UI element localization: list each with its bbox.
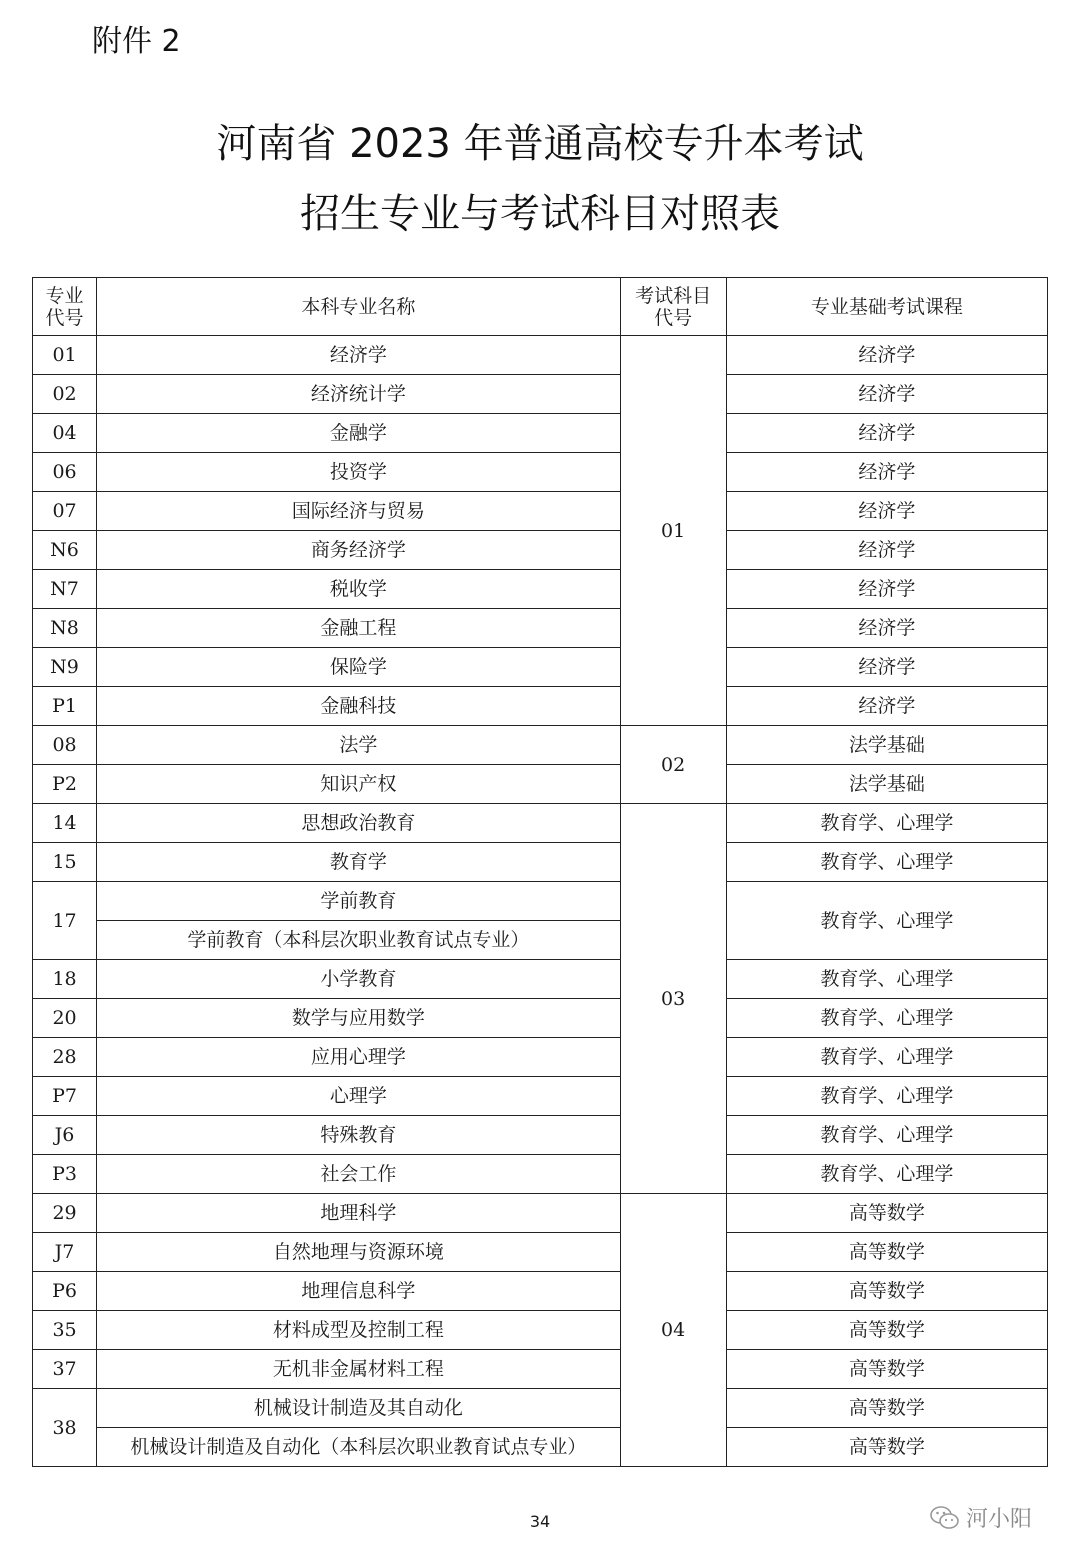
major-name-cell: 教育学	[97, 843, 621, 882]
table-row	[33, 1233, 1048, 1272]
major-code-cell: 06	[33, 453, 97, 492]
subject-code-cell: 04	[620, 1194, 726, 1467]
course-cell: 经济学	[726, 414, 1047, 453]
major-code-cell: 07	[33, 492, 97, 531]
course-cell: 教育学、心理学	[726, 1077, 1047, 1116]
major-code-cell: 08	[33, 726, 97, 765]
table-row	[33, 1428, 1048, 1467]
major-name-cell: 地理科学	[97, 1194, 621, 1233]
major-name-cell: 机械设计制造及自动化（本科层次职业教育试点专业）	[97, 1428, 621, 1467]
course-cell: 经济学	[726, 687, 1047, 726]
table-row	[33, 882, 1048, 921]
major-name-cell: 无机非金属材料工程	[97, 1350, 621, 1389]
table-row	[33, 648, 1048, 687]
major-name-cell: 机械设计制造及其自动化	[97, 1389, 621, 1428]
table-row	[33, 531, 1048, 570]
major-code-cell: P2	[33, 765, 97, 804]
table-row	[33, 414, 1048, 453]
table-header-row	[33, 278, 1048, 336]
table-row	[33, 726, 1048, 765]
course-cell: 高等数学	[726, 1311, 1047, 1350]
major-code-cell: N9	[33, 648, 97, 687]
course-cell: 教育学、心理学	[726, 1155, 1047, 1194]
course-cell: 法学基础	[726, 765, 1047, 804]
table-row	[33, 765, 1048, 804]
table-row	[33, 1077, 1048, 1116]
table-row	[33, 492, 1048, 531]
course-cell: 高等数学	[726, 1389, 1047, 1428]
major-name-cell: 金融工程	[97, 609, 621, 648]
major-code-cell: 04	[33, 414, 97, 453]
table-row	[33, 1389, 1048, 1428]
page-title-line2: 招生专业与考试科目对照表	[300, 191, 780, 237]
major-name-cell: 小学教育	[97, 960, 621, 999]
course-cell: 教育学、心理学	[726, 960, 1047, 999]
major-name-cell: 金融科技	[97, 687, 621, 726]
major-code-cell: 29	[33, 1194, 97, 1233]
major-name-cell: 材料成型及控制工程	[97, 1311, 621, 1350]
table-row	[33, 687, 1048, 726]
major-code-cell: 17	[33, 882, 97, 960]
major-code-cell: J7	[33, 1233, 97, 1272]
major-code-cell: P1	[33, 687, 97, 726]
course-cell: 经济学	[726, 336, 1047, 375]
major-name-cell: 学前教育（本科层次职业教育试点专业）	[97, 921, 621, 960]
table-row	[33, 609, 1048, 648]
header-course: 专业基础考试课程	[726, 278, 1047, 336]
table-row	[33, 453, 1048, 492]
course-cell: 教育学、心理学	[726, 804, 1047, 843]
major-name-cell: 应用心理学	[97, 1038, 621, 1077]
table-row	[33, 1194, 1048, 1233]
major-subject-table	[32, 277, 1048, 1467]
major-code-cell: 02	[33, 375, 97, 414]
table-row	[33, 375, 1048, 414]
course-cell: 教育学、心理学	[726, 882, 1047, 960]
header-major-name: 本科专业名称	[97, 278, 621, 336]
major-code-cell: N7	[33, 570, 97, 609]
course-cell: 高等数学	[726, 1194, 1047, 1233]
table-row	[33, 960, 1048, 999]
major-code-cell: 01	[33, 336, 97, 375]
subject-code-cell: 03	[620, 804, 726, 1194]
header-subject-code: 考试科目 代号	[620, 278, 726, 336]
course-cell: 高等数学	[726, 1350, 1047, 1389]
major-code-cell: 28	[33, 1038, 97, 1077]
course-cell: 高等数学	[726, 1428, 1047, 1467]
header-major-code: 专业 代号	[33, 278, 97, 336]
major-name-cell: 国际经济与贸易	[97, 492, 621, 531]
watermark	[930, 1502, 1032, 1533]
major-name-cell: 地理信息科学	[97, 1272, 621, 1311]
major-code-cell: 18	[33, 960, 97, 999]
major-code-cell: J6	[33, 1116, 97, 1155]
major-name-cell: 心理学	[97, 1077, 621, 1116]
table-row	[33, 804, 1048, 843]
major-code-cell: N8	[33, 609, 97, 648]
attachment-label: 附件 2	[92, 24, 181, 59]
table-row	[33, 570, 1048, 609]
major-name-cell: 数学与应用数学	[97, 999, 621, 1038]
course-cell: 经济学	[726, 648, 1047, 687]
major-code-cell: 15	[33, 843, 97, 882]
major-name-cell: 法学	[97, 726, 621, 765]
wechat-icon	[930, 1505, 960, 1531]
major-name-cell: 商务经济学	[97, 531, 621, 570]
table-row	[33, 1350, 1048, 1389]
course-cell: 教育学、心理学	[726, 1038, 1047, 1077]
course-cell: 高等数学	[726, 1233, 1047, 1272]
major-name-cell: 经济统计学	[97, 375, 621, 414]
course-cell: 经济学	[726, 570, 1047, 609]
course-cell: 经济学	[726, 492, 1047, 531]
course-cell: 教育学、心理学	[726, 843, 1047, 882]
major-name-cell: 自然地理与资源环境	[97, 1233, 621, 1272]
major-name-cell: 金融学	[97, 414, 621, 453]
table-row	[33, 1311, 1048, 1350]
major-code-cell: 14	[33, 804, 97, 843]
subject-code-cell: 02	[620, 726, 726, 804]
major-name-cell: 学前教育	[97, 882, 621, 921]
major-code-cell: 20	[33, 999, 97, 1038]
course-cell: 法学基础	[726, 726, 1047, 765]
course-cell: 高等数学	[726, 1272, 1047, 1311]
course-cell: 经济学	[726, 375, 1047, 414]
course-cell: 教育学、心理学	[726, 999, 1047, 1038]
course-cell: 经济学	[726, 453, 1047, 492]
major-name-cell: 知识产权	[97, 765, 621, 804]
subject-code-cell: 01	[620, 336, 726, 726]
course-cell: 经济学	[726, 609, 1047, 648]
major-name-cell: 投资学	[97, 453, 621, 492]
table-row	[33, 1038, 1048, 1077]
table-row	[33, 1272, 1048, 1311]
watermark-text: 河小阳	[966, 1507, 1033, 1532]
course-cell: 教育学、心理学	[726, 1116, 1047, 1155]
course-cell: 经济学	[726, 531, 1047, 570]
table-row	[33, 1155, 1048, 1194]
table-row	[33, 336, 1048, 375]
table-row	[33, 999, 1048, 1038]
major-name-cell: 保险学	[97, 648, 621, 687]
major-code-cell: N6	[33, 531, 97, 570]
major-code-cell: 35	[33, 1311, 97, 1350]
major-name-cell: 税收学	[97, 570, 621, 609]
major-name-cell: 社会工作	[97, 1155, 621, 1194]
major-name-cell: 特殊教育	[97, 1116, 621, 1155]
major-code-cell: P6	[33, 1272, 97, 1311]
table-row	[33, 843, 1048, 882]
major-code-cell: 38	[33, 1389, 97, 1467]
major-code-cell: P3	[33, 1155, 97, 1194]
major-name-cell: 思想政治教育	[97, 804, 621, 843]
page-title-line1: 河南省 2023 年普通高校专升本考试	[216, 121, 864, 167]
page-number: 34	[529, 1512, 551, 1531]
table-row	[33, 1116, 1048, 1155]
major-code-cell: 37	[33, 1350, 97, 1389]
major-name-cell: 经济学	[97, 336, 621, 375]
major-code-cell: P7	[33, 1077, 97, 1116]
